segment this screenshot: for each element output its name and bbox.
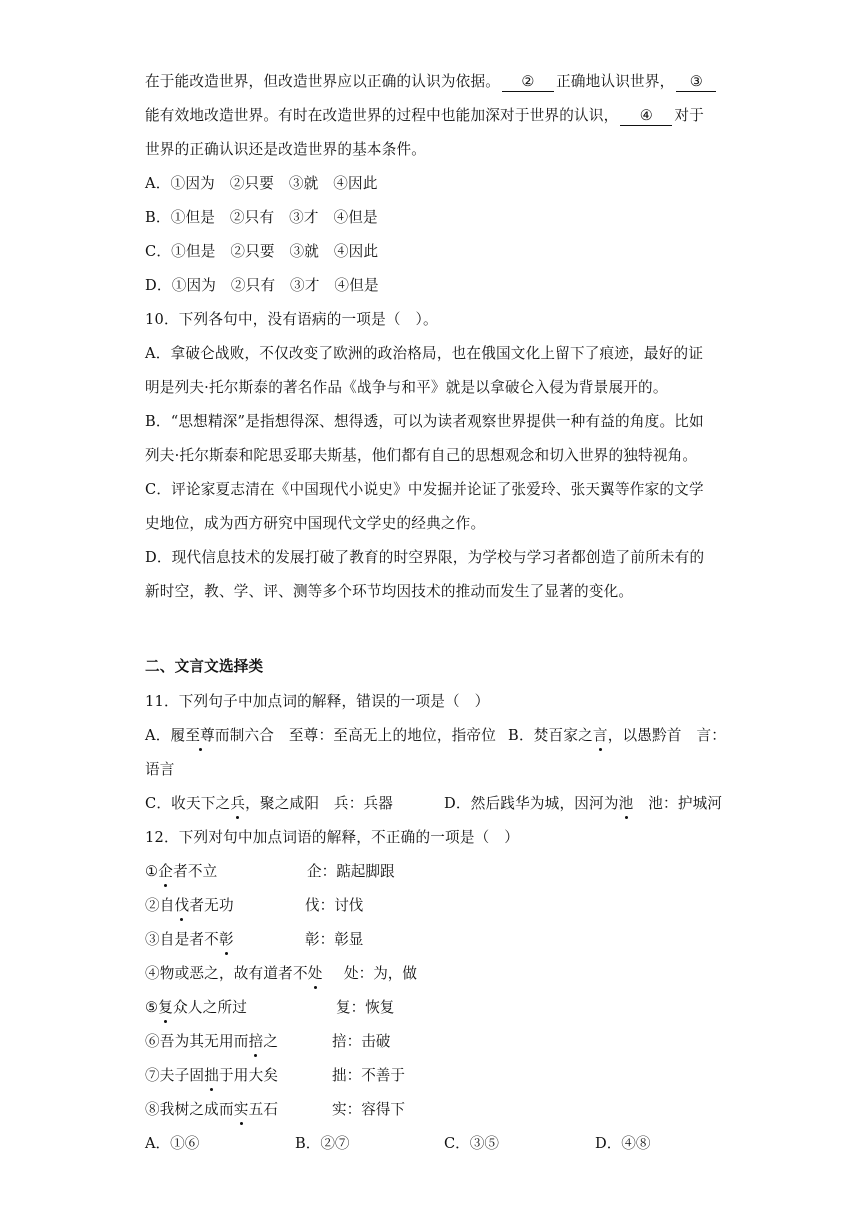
q12-item bbox=[145, 1032, 278, 1052]
q11-option-c bbox=[145, 794, 393, 814]
q11-option-d-text: 池：护城河 bbox=[633, 795, 723, 812]
passage-line-1 bbox=[145, 72, 718, 92]
passage-line-2 bbox=[145, 106, 704, 126]
q12-item bbox=[145, 998, 247, 1018]
q10-stem: 10．下列各句中，没有语病的一项是（ ）。 bbox=[145, 311, 438, 328]
item-text: ⑤ bbox=[145, 999, 159, 1016]
item-text: ②自 bbox=[145, 897, 175, 914]
q12-gloss: 实：容得下 bbox=[332, 1101, 405, 1118]
q10-option-d-line-2: 新时空，教、学、评、测等多个环节均因技术的推动而发生了显著的变化。 bbox=[145, 583, 634, 600]
q12-option-c: C．③⑤ bbox=[444, 1135, 499, 1152]
dotted-word: 池 bbox=[618, 795, 634, 812]
q10-option-d-line-1: D．现代信息技术的发展打破了教育的时空界限，为学校与学习者都创造了前所未有的 bbox=[145, 549, 705, 566]
q12-gloss: 拙：不善于 bbox=[332, 1067, 405, 1084]
q12-item bbox=[145, 862, 217, 882]
dotted-word: 彰 bbox=[218, 931, 234, 948]
q11-stem: 11．下列句子中加点词的解释，错误的一项是（ ） bbox=[145, 693, 490, 710]
q10-option-b-line-2: 列夫·托尔斯泰和陀思妥耶夫斯基，他们都有自己的思想观念和切入世界的独特视角。 bbox=[145, 447, 698, 464]
passage-text: 能有效地改造世界。有时在改造世界的过程中也能加深对于世界的认识， bbox=[145, 107, 619, 124]
item-text: 众人之所过 bbox=[173, 999, 248, 1016]
q12-gloss: 复：恢复 bbox=[336, 999, 395, 1016]
q12-stem: 12．下列对句中加点词语的解释，不正确的一项是（ ） bbox=[145, 829, 520, 846]
dotted-word: 伐 bbox=[174, 897, 190, 914]
blank-4: ④ bbox=[620, 107, 672, 126]
q11-option-a-text: 而制六合 至尊：至高无上的地位，指帝位 bbox=[214, 727, 497, 744]
q12-gloss: 伐：讨伐 bbox=[305, 897, 364, 914]
item-text: 五石 bbox=[248, 1101, 279, 1118]
q11-option-b-text: B．焚百家之 bbox=[508, 727, 593, 744]
q12-gloss: 彰：彰显 bbox=[305, 931, 364, 948]
dotted-word: 言 bbox=[592, 727, 608, 744]
q10-option-a-line-1: A．拿破仑战败，不仅改变了欧洲的政治格局，也在俄国文化上留下了痕迹，最好的证 bbox=[145, 345, 704, 362]
dotted-word: 兵 bbox=[230, 795, 246, 812]
passage-text: 对于 bbox=[674, 107, 704, 124]
q10-option-a-line-2: 明是列夫·托尔斯泰的著名作品《战争与和平》就是以拿破仑入侵为背景展开的。 bbox=[145, 379, 668, 396]
item-text: ① bbox=[145, 863, 159, 880]
q10-option-c-line-2: 史地位，成为西方研究中国现代文学史的经典之作。 bbox=[145, 515, 486, 532]
q11-option-d bbox=[444, 794, 722, 814]
passage-line-3: 世界的正确认识还是改造世界的基本条件。 bbox=[145, 141, 427, 158]
q9-option-b: B．①但是 ②只有 ③才 ④但是 bbox=[145, 209, 378, 226]
blank-3: ③ bbox=[676, 73, 716, 92]
q10-option-b-line-1: B．“思想精深”是指想得深、想得透，可以为读者观察世界提供一种有益的角度。比如 bbox=[145, 413, 704, 430]
blank-2: ② bbox=[502, 73, 554, 92]
item-text: ⑧我树之成而 bbox=[145, 1101, 234, 1118]
dotted-word: 拙 bbox=[204, 1067, 219, 1084]
q12-option-b: B．②⑦ bbox=[295, 1135, 350, 1152]
dotted-word: 复 bbox=[158, 999, 174, 1016]
q9-option-a: A．①因为 ②只要 ③就 ④因此 bbox=[145, 175, 378, 192]
dotted-word: 实 bbox=[233, 1101, 249, 1118]
item-text: ⑦夫子固 bbox=[145, 1067, 205, 1084]
item-text: 之 bbox=[263, 1033, 279, 1050]
passage-text: 正确地认识世界， bbox=[556, 73, 675, 90]
item-text: ⑥吾为其无用而 bbox=[145, 1033, 249, 1050]
q12-item bbox=[145, 964, 323, 984]
q12-gloss: 企：踮起脚跟 bbox=[307, 863, 395, 880]
q12-item bbox=[145, 930, 234, 950]
q12-gloss: 处：为，做 bbox=[344, 965, 417, 982]
item-text: ③自是者不 bbox=[145, 931, 219, 948]
q11-option-a-b-line bbox=[145, 726, 726, 746]
item-text: ④物或恶之，故有道者不 bbox=[145, 965, 308, 982]
q11-option-d-text: D．然后践华为城，因河为 bbox=[444, 795, 619, 812]
section-heading: 二、文言文选择类 bbox=[145, 658, 264, 675]
dotted-word: 至尊 bbox=[185, 727, 215, 744]
q12-item bbox=[145, 1066, 278, 1086]
q12-gloss: 掊：击破 bbox=[332, 1033, 391, 1050]
q12-item bbox=[145, 896, 234, 916]
q9-option-d: D．①因为 ②只有 ③才 ④但是 bbox=[145, 277, 379, 294]
item-text: 者无功 bbox=[189, 897, 234, 914]
q12-option-a: A．①⑥ bbox=[145, 1135, 200, 1152]
q11-option-b-text: ，以愚黔首 言： bbox=[607, 727, 727, 744]
item-text: 于用大矣 bbox=[218, 1067, 279, 1084]
item-text: 者不立 bbox=[173, 863, 218, 880]
q11-option-c-text: ，聚之咸阳 兵：兵器 bbox=[245, 795, 394, 812]
q12-option-d: D．④⑧ bbox=[595, 1135, 651, 1152]
q10-option-c-line-1: C．评论家夏志清在《中国现代小说史》中发掘并论证了张爱玲、张天翼等作家的文学 bbox=[145, 481, 704, 498]
dotted-word: 处 bbox=[307, 965, 323, 982]
q9-option-c: C．①但是 ②只要 ③就 ④因此 bbox=[145, 243, 379, 260]
passage-text: 在于能改造世界，但改造世界应以正确的认识为依据。 bbox=[145, 73, 501, 90]
q11-option-b-wrap: 语言 bbox=[145, 761, 175, 778]
dotted-word: 企 bbox=[158, 863, 174, 880]
q12-item bbox=[145, 1100, 278, 1120]
q11-option-a-text: A．履 bbox=[145, 727, 186, 744]
q11-option-c-text: C．收天下之 bbox=[145, 795, 231, 812]
dotted-word: 掊 bbox=[248, 1033, 264, 1050]
